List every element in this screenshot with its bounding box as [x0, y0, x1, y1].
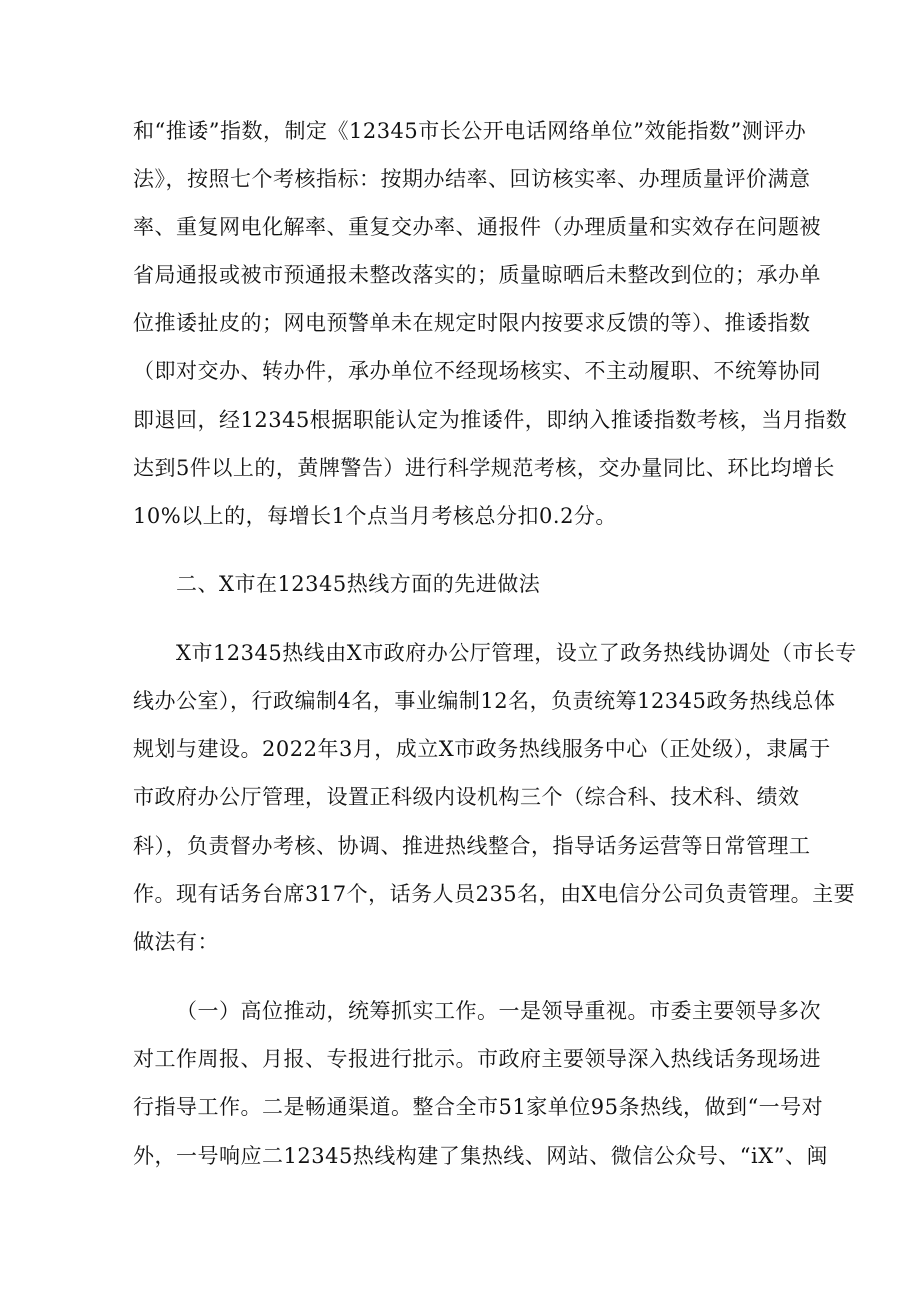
text-line: 和“推诿”指数，制定《12345市长公开电话网络单位”效能指数”测评办: [133, 119, 807, 143]
text-line: （一）高位推动，统筹抓实工作。一是领导重视。市委主要领导多次: [176, 999, 821, 1023]
text-line: 行指导工作。二是畅通渠道。整合全市51家单位95条热线，做到“一号对: [133, 1095, 824, 1119]
text-line: X市12345热线由X市政府办公厅管理，设立了政务热线协调处（市长专: [176, 641, 857, 665]
text-line: 达到5件以上的，黄牌警告）进行科学规范考核，交办量同比、环比均增长: [133, 456, 835, 480]
text-line: 市政府办公厅管理，设置正科级内设机构三个（综合科、技术科、绩效: [133, 785, 800, 809]
text-line: 做法有：: [133, 930, 219, 954]
text-line: 作。现有话务台席317个，话务人员235名，由X电信分公司负责管理。主要: [133, 882, 856, 906]
text-line: 对工作周报、月报、专报进行批示。市政府主要领导深入热线话务现场进: [133, 1047, 821, 1071]
text-line: 法》，按照七个考核指标：按期办结率、回访核实率、办理质量评价满意: [133, 167, 811, 191]
text-line: 规划与建设。2022年3月，成立X市政务热线服务中心（正处级），隶属于: [133, 737, 831, 761]
text-line: 科），负责督办考核、协调、推进热线整合，指导话务运营等日常管理工: [133, 834, 811, 858]
text-line: 外，一号响应二12345热线构建了集热线、网站、微信公众号、“iX”、闽: [133, 1144, 828, 1168]
text-line: 线办公室），行政编制4名，事业编制12名，负责统筹12345政务热线总体: [133, 689, 836, 713]
section-heading: 二、X市在12345热线方面的先进做法: [176, 572, 541, 596]
text-line: 省局通报或被市预通报未整改落实的；质量晾晒后未整改到位的；承办单: [133, 263, 821, 287]
text-line: （即对交办、转办件，承办单位不经现场核实、不主动履职、不统筹协同: [133, 359, 821, 383]
text-line: 率、重复网电化解率、重复交办率、通报件（办理质量和实效存在问题被: [133, 215, 821, 239]
text-line: 10%以上的，每增长1个点当月考核总分扣0.2分。: [133, 504, 617, 528]
text-line: 位推诿扯皮的；网电预警单未在规定时限内按要求反馈的等）、推诿指数: [133, 311, 811, 335]
text-line: 即退回，经12345根据职能认定为推诿件，即纳入推诿指数考核，当月指数: [133, 408, 848, 432]
